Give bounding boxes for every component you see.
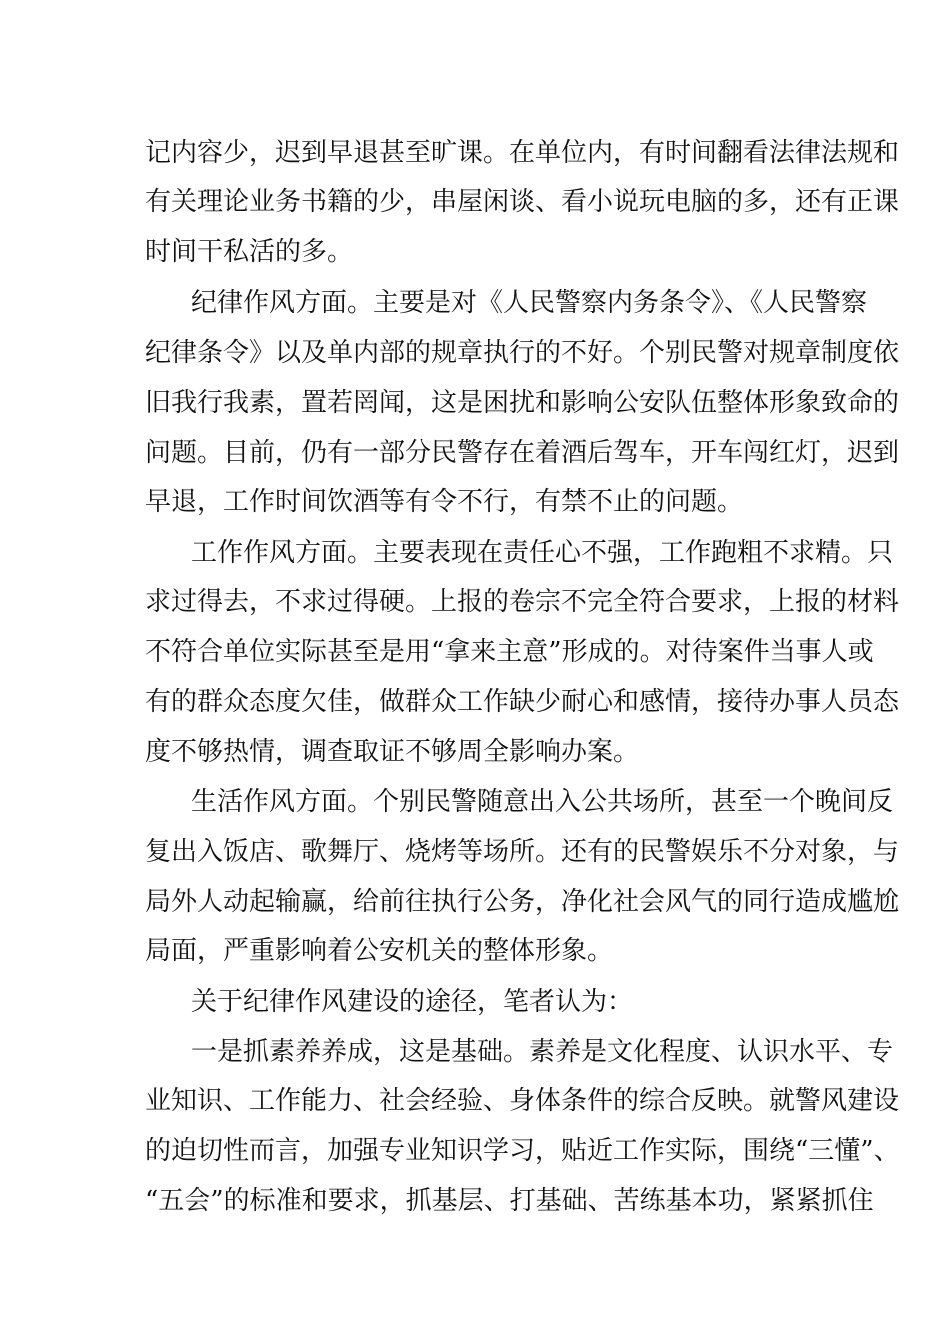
- text-line: 关于纪律作风建设的途径，笔者认为：: [191, 987, 634, 1017]
- text-line: 记内容少，迟到早退甚至旷课。在单位内，有时间翻看法律法规和: [145, 138, 900, 168]
- text-line: 工作作风方面。主要表现在责任心不强，工作跑粗不求精。只: [191, 538, 894, 568]
- text-line: 局外人动起输赢，给前往执行公务，净化社会风气的同行造成尴尬: [145, 887, 900, 917]
- text-line: 求过得去，不求过得硬。上报的卷宗不完全符合要求，上报的材料: [145, 587, 900, 617]
- text-line: 旧我行我素，置若罔闻，这是困扰和影响公安队伍整体形象致命的: [145, 388, 900, 418]
- text-line: 早退，工作时间饮酒等有令不行，有禁不止的问题。: [145, 487, 744, 517]
- text-line: 纪律条令》以及单内部的规章执行的不好。个别民警对规章制度依: [145, 338, 900, 368]
- text-line: 生活作风方面。个别民警随意出入公共场所，甚至一个晚间反: [191, 787, 894, 817]
- text-line: 一是抓素养养成，这是基础。素养是文化程度、认识水平、专: [191, 1037, 894, 1067]
- text-line: 不符合单位实际甚至是用“拿来主意”形成的。对待案件当事人或: [145, 637, 874, 667]
- text-line: 复出入饭店、歌舞厅、烧烤等场所。还有的民警娱乐不分对象，与: [145, 837, 900, 867]
- text-line: 局面，严重影响着公安机关的整体形象。: [145, 936, 614, 966]
- text-line: 度不够热情，调查取证不够周全影响办案。: [145, 737, 640, 767]
- text-line: 业知识、工作能力、社会经验、身体条件的综合反映。就警风建设: [145, 1086, 900, 1116]
- text-line: 时间干私活的多。: [145, 237, 354, 267]
- text-line: “五会”的标准和要求，抓基层、打基础、苦练基本功，紧紧抓住: [145, 1186, 874, 1216]
- text-line: 问题。目前，仍有一部分民警存在着酒后驾车，开车闯红灯，迟到: [145, 438, 900, 468]
- text-line: 纪律作风方面。主要是对《人民警察内务条令》、《人民警察: [191, 288, 868, 318]
- text-line: 有关理论业务书籍的少，串屋闲谈、看小说玩电脑的多，还有正课: [145, 187, 900, 217]
- text-line: 的迫切性而言，加强专业知识学习，贴近工作实际，围绕“三懂”、: [145, 1136, 900, 1166]
- text-line: 有的群众态度欠佳，做群众工作缺少耐心和感情，接待办事人员态: [145, 687, 900, 717]
